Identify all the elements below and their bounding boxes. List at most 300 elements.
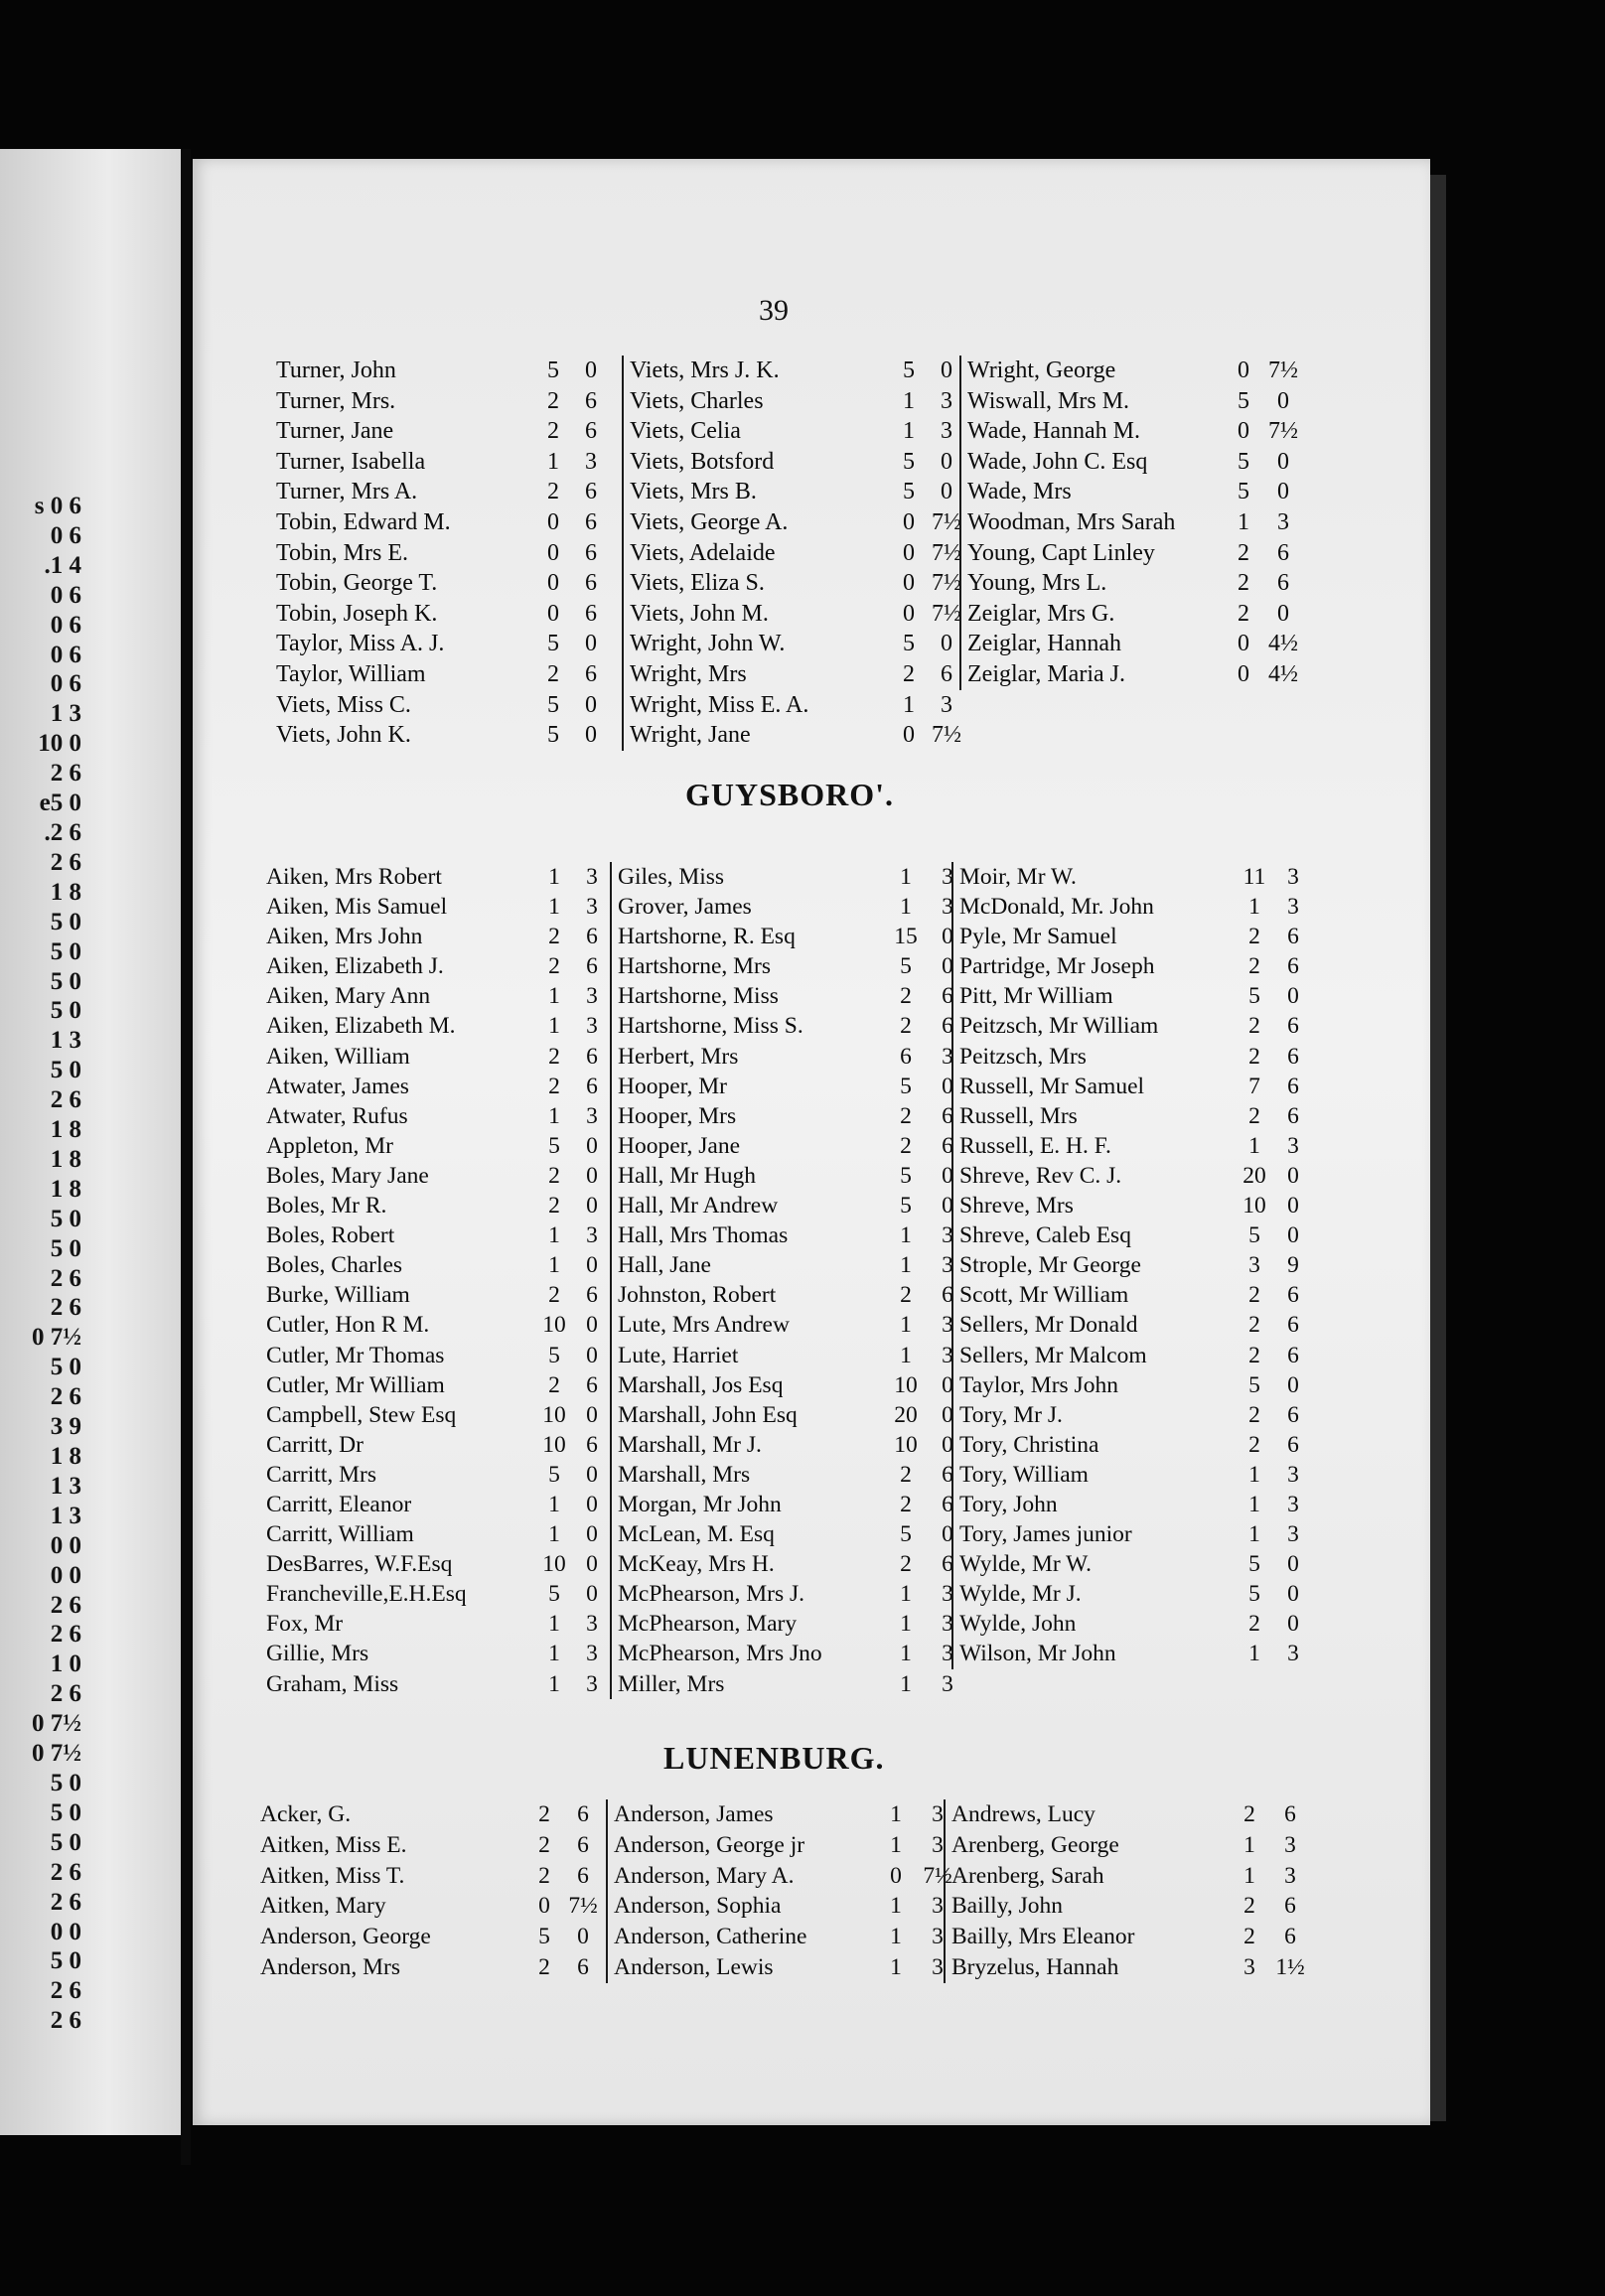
subscriber-name: Bailly, Mrs Eleanor [951, 1924, 1135, 1950]
fragment-line: 5 0 [50, 1234, 81, 1262]
subscriber-name: Aiken, Mary Ann [266, 983, 431, 1010]
amount-shillings: 0 [538, 1893, 550, 1920]
subscriber-name: Carritt, Dr [266, 1431, 364, 1458]
amount-pence: 6 [585, 660, 597, 687]
amount-shillings: 1 [1243, 1862, 1255, 1889]
amount-shillings: 2 [548, 924, 560, 950]
entry-column [266, 862, 606, 1699]
subscriber-name: McPhearson, Mrs Jno [618, 1641, 822, 1667]
amount-pence: 0 [942, 1521, 953, 1548]
subscriber-entry [266, 1101, 606, 1131]
subscriber-name: Zeiglar, Hannah [967, 631, 1121, 657]
amount-pence: 0 [577, 1924, 589, 1950]
subscriber-entry [276, 720, 606, 751]
subscriber-name: Bryzelus, Hannah [951, 1953, 1119, 1980]
subscriber-name: Wade, Mrs [967, 479, 1072, 505]
fragment-line: 0 7½ [32, 1740, 81, 1768]
amount-pence: 9 [1287, 1252, 1299, 1279]
amount-pence: 6 [585, 539, 597, 566]
amount-pence: 0 [586, 1252, 598, 1279]
amount-pence: 0 [942, 1431, 953, 1458]
amount-shillings: 1 [1243, 1831, 1255, 1858]
subscriber-name: Viets, Eliza S. [630, 570, 765, 597]
fragment-line: 5 0 [50, 1798, 81, 1826]
amount-pence: 0 [942, 1162, 953, 1189]
amount-pence: 0 [585, 691, 597, 718]
subscriber-entry [266, 1011, 606, 1041]
subscriber-entry [266, 862, 606, 892]
amount-shillings: 2 [538, 1801, 550, 1827]
amount-pence: 3 [932, 1801, 944, 1827]
amount-shillings: 0 [903, 722, 915, 749]
subscriber-entry [266, 981, 606, 1011]
subscriber-name: Hooper, Jane [618, 1132, 741, 1159]
fragment-line: 1 0 [50, 1650, 81, 1678]
subscriber-name: Marshall, Jos Esq [618, 1371, 784, 1398]
amount-pence: 4½ [1268, 660, 1298, 687]
subscriber-name: Grover, James [618, 894, 752, 921]
fragment-line: 1 8 [50, 1443, 81, 1470]
amount-shillings: 2 [1238, 570, 1249, 597]
subscriber-name: Carritt, William [266, 1521, 414, 1548]
subscriber-entry [630, 416, 961, 447]
amount-pence: 6 [586, 1371, 598, 1398]
amount-pence: 6 [585, 418, 597, 445]
subscriber-name: Young, Mrs L. [967, 570, 1107, 597]
fragment-line: 5 0 [50, 1205, 81, 1232]
amount-shillings: 10 [542, 1401, 566, 1428]
subscriber-entry [959, 1072, 1309, 1101]
amount-pence: 0 [1287, 1162, 1299, 1189]
subscriber-name: Sellers, Mr Donald [959, 1312, 1138, 1339]
subscriber-name: Carritt, Mrs [266, 1461, 376, 1488]
subscriber-entry [618, 1101, 967, 1131]
amount-pence: 3 [1287, 864, 1299, 890]
subscriber-name: Tory, Mr J. [959, 1401, 1063, 1428]
amount-shillings: 2 [548, 1193, 560, 1220]
fragment-line: 5 0 [50, 1947, 81, 1975]
fragment-line: 2 6 [50, 1858, 81, 1886]
subscriber-entry [959, 862, 1309, 892]
subscriber-entry [618, 1549, 967, 1579]
amount-pence: 3 [586, 1670, 598, 1697]
subscriber-name: Anderson, Lewis [614, 1953, 774, 1980]
amount-shillings: 2 [1248, 953, 1260, 980]
amount-shillings: 2 [900, 1491, 912, 1517]
amount-pence: 7½ [1268, 358, 1298, 383]
subscriber-entry [260, 1891, 600, 1922]
subscriber-name: Aitken, Mary [260, 1893, 386, 1920]
amount-pence: 6 [585, 479, 597, 505]
subscriber-entry [959, 1430, 1309, 1460]
amount-shillings: 5 [548, 1461, 560, 1488]
previous-page-amounts [0, 492, 89, 2036]
fragment-line: 5 0 [50, 937, 81, 965]
subscriber-entry [266, 951, 606, 981]
subscriber-name: Viets, Charles [630, 387, 764, 414]
subscriber-name: Marshall, Mr J. [618, 1431, 762, 1458]
amount-shillings: 3 [1243, 1953, 1255, 1980]
amount-pence: 6 [586, 1431, 598, 1458]
subscriber-entry [959, 1519, 1309, 1549]
subscriber-entry [276, 477, 606, 507]
amount-shillings: 1 [1248, 894, 1260, 921]
amount-shillings: 5 [538, 1924, 550, 1950]
amount-pence: 6 [942, 1282, 953, 1309]
fragment-line: 1 3 [50, 1502, 81, 1529]
page-number: 39 [759, 294, 789, 327]
fragment-line: 2 6 [50, 760, 81, 788]
subscriber-entry [618, 1011, 967, 1041]
subscriber-name: Shreve, Caleb Esq [959, 1222, 1131, 1249]
subscriber-entry [276, 568, 606, 599]
amount-shillings: 1 [900, 1312, 912, 1339]
subscriber-name: Viets, Miss C. [276, 691, 411, 718]
amount-pence: 6 [942, 1491, 953, 1517]
subscriber-entry [951, 1799, 1307, 1830]
subscriber-name: Carritt, Eleanor [266, 1491, 412, 1517]
amount-shillings: 2 [548, 1073, 560, 1099]
amount-shillings: 1 [900, 894, 912, 921]
amount-shillings: 0 [903, 570, 915, 597]
amount-pence: 6 [1287, 1043, 1299, 1070]
subscriber-name: Gillie, Mrs [266, 1641, 369, 1667]
subscriber-entry [967, 477, 1299, 507]
amount-shillings: 2 [547, 418, 559, 445]
subscriber-name: Hall, Mr Andrew [618, 1193, 779, 1220]
subscriber-name: Aiken, Mrs John [266, 924, 423, 950]
amount-pence: 0 [1287, 1193, 1299, 1220]
subscriber-name: Russell, E. H. F. [959, 1132, 1111, 1159]
amount-pence: 6 [577, 1801, 589, 1827]
subscriber-name: Moir, Mr W. [959, 864, 1077, 890]
amount-pence: 3 [586, 1222, 598, 1249]
amount-shillings: 5 [547, 631, 559, 657]
amount-pence: 6 [585, 600, 597, 627]
subscriber-name: Partridge, Mr Joseph [959, 953, 1155, 980]
subscriber-name: Hartshorne, Miss [618, 983, 779, 1010]
fragment-line: e5 0 [39, 789, 81, 817]
amount-shillings: 5 [547, 358, 559, 383]
amount-shillings: 1 [890, 1953, 902, 1980]
fragment-line: 1 8 [50, 878, 81, 906]
amount-pence: 6 [585, 508, 597, 535]
subscriber-name: Wade, Hannah M. [967, 418, 1141, 445]
subscriber-entry [618, 1042, 967, 1072]
amount-shillings: 10 [894, 1371, 918, 1398]
subscriber-name: Turner, Isabella [276, 448, 426, 475]
subscriber-entry [967, 629, 1299, 659]
subscriber-entry [266, 1310, 606, 1340]
amount-pence: 0 [586, 1581, 598, 1608]
subscriber-entry [266, 1131, 606, 1161]
subscriber-entry [276, 690, 606, 721]
amount-shillings: 5 [900, 1073, 912, 1099]
amount-pence: 0 [942, 1401, 953, 1428]
subscriber-name: Wylde, Mr J. [959, 1581, 1082, 1608]
amount-shillings: 1 [1248, 1641, 1260, 1667]
amount-shillings: 5 [903, 631, 915, 657]
subscriber-name: Aiken, Elizabeth M. [266, 1013, 456, 1040]
subscriber-name: Burke, William [266, 1282, 410, 1309]
amount-shillings: 10 [894, 1431, 918, 1458]
amount-pence: 6 [1284, 1893, 1296, 1920]
amount-shillings: 1 [548, 1491, 560, 1517]
subscriber-entry [959, 1490, 1309, 1519]
subscriber-entry [967, 599, 1299, 630]
amount-shillings: 5 [1238, 387, 1249, 414]
amount-pence: 7½ [932, 570, 961, 597]
amount-shillings: 1 [900, 1252, 912, 1279]
subscriber-name: Anderson, George jr [614, 1831, 805, 1858]
amount-pence: 6 [942, 1461, 953, 1488]
amount-pence: 0 [586, 1312, 598, 1339]
amount-shillings: 1 [1238, 508, 1249, 535]
subscriber-entry [959, 1579, 1309, 1609]
previous-page-fragment [0, 149, 181, 2135]
subscriber-entry [967, 447, 1299, 478]
subscriber-entry [630, 386, 961, 417]
amount-pence: 3 [586, 1013, 598, 1040]
amount-shillings: 2 [548, 1043, 560, 1070]
amount-shillings: 2 [548, 1371, 560, 1398]
amount-shillings: 2 [1248, 924, 1260, 950]
amount-pence: 6 [1287, 1073, 1299, 1099]
subscriber-name: Wright, Mrs [630, 660, 747, 687]
subscriber-entry [266, 1430, 606, 1460]
subscriber-entry [266, 1639, 606, 1668]
amount-pence: 6 [941, 660, 952, 687]
amount-shillings: 10 [542, 1312, 566, 1339]
amount-shillings: 2 [900, 1551, 912, 1578]
amount-pence: 1½ [1275, 1953, 1305, 1980]
amount-shillings: 5 [547, 722, 559, 749]
subscriber-name: Wade, John C. Esq [967, 448, 1148, 475]
subscriber-entry [266, 1490, 606, 1519]
subscriber-name: Hall, Mr Hugh [618, 1162, 757, 1189]
subscriber-name: McDonald, Mr. John [959, 894, 1154, 921]
amount-shillings: 1 [1248, 1521, 1260, 1548]
subscriber-name: Arenberg, George [951, 1831, 1119, 1858]
amount-pence: 6 [577, 1953, 589, 1980]
amount-pence: 3 [1287, 1461, 1299, 1488]
amount-pence: 3 [586, 1611, 598, 1638]
fragment-line: 5 0 [50, 997, 81, 1025]
amount-pence: 3 [942, 1312, 953, 1339]
amount-shillings: 7 [1248, 1073, 1260, 1099]
subscriber-entry [959, 1549, 1309, 1579]
subscriber-entry [618, 1519, 967, 1549]
subscriber-name: Lute, Mrs Andrew [618, 1312, 790, 1339]
subscriber-name: McPhearson, Mrs J. [618, 1581, 804, 1608]
subscriber-entry [266, 1400, 606, 1430]
amount-shillings: 5 [548, 1132, 560, 1159]
amount-shillings: 1 [548, 1641, 560, 1667]
amount-pence: 0 [942, 1371, 953, 1398]
subscriber-name: Turner, Jane [276, 418, 394, 445]
amount-shillings: 2 [548, 1162, 560, 1189]
subscriber-entry [266, 1072, 606, 1101]
entry-column [622, 356, 961, 751]
amount-pence: 6 [1287, 1431, 1299, 1458]
fragment-line: 0 6 [50, 670, 81, 698]
subscriber-entry [959, 1280, 1309, 1310]
subscriber-name: Anderson, Sophia [614, 1893, 782, 1920]
fragment-line: 1 3 [50, 1472, 81, 1500]
subscriber-entry [967, 568, 1299, 599]
subscriber-entry [959, 1101, 1309, 1131]
amount-shillings: 5 [548, 1342, 560, 1368]
subscriber-entry [276, 659, 606, 690]
amount-pence: 6 [585, 570, 597, 597]
entry-column [276, 356, 606, 751]
subscriber-name: Boles, Mary Jane [266, 1162, 429, 1189]
amount-pence: 0 [586, 1193, 598, 1220]
subscriber-entry [959, 1370, 1309, 1400]
amount-shillings: 5 [1238, 448, 1249, 475]
fragment-line: 0 6 [50, 521, 81, 549]
subscriber-entry [959, 1161, 1309, 1191]
subscriber-name: Tory, Christina [959, 1431, 1099, 1458]
subscriber-entry [630, 659, 961, 690]
subscriber-entry [618, 1669, 967, 1699]
fragment-line: 2 6 [50, 2007, 81, 2035]
subscriber-entry [630, 477, 961, 507]
amount-pence: 6 [942, 1551, 953, 1578]
amount-pence: 3 [585, 448, 597, 475]
fragment-line: 0 0 [50, 1531, 81, 1559]
subscriber-name: Viets, Mrs J. K. [630, 358, 780, 383]
amount-pence: 6 [577, 1831, 589, 1858]
subscriber-name: Turner, Mrs. [276, 387, 396, 414]
amount-pence: 3 [1284, 1862, 1296, 1889]
entry-column [606, 1799, 957, 1983]
subscriber-name: Miller, Mrs [618, 1670, 725, 1697]
subscriber-entry [614, 1830, 957, 1861]
subscriber-name: Hall, Mrs Thomas [618, 1222, 789, 1249]
subscriber-entry [630, 507, 961, 538]
amount-pence: 6 [1287, 953, 1299, 980]
amount-shillings: 1 [890, 1924, 902, 1950]
subscriber-entry [618, 862, 967, 892]
amount-pence: 0 [585, 358, 597, 383]
amount-pence: 6 [1287, 1282, 1299, 1309]
subscriber-entry [959, 1341, 1309, 1370]
amount-pence: 0 [586, 1521, 598, 1548]
fragment-line: 1 3 [50, 700, 81, 728]
subscriber-name: Peitzsch, Mrs [959, 1043, 1087, 1070]
amount-pence: 0 [586, 1551, 598, 1578]
amount-shillings: 2 [1248, 1342, 1260, 1368]
subscriber-name: Viets, John K. [276, 722, 411, 749]
subscriber-name: Cutler, Mr William [266, 1371, 445, 1398]
subscriber-entry [266, 1549, 606, 1579]
subscriber-entry [276, 599, 606, 630]
subscriber-entry [260, 1952, 600, 1983]
amount-shillings: 2 [900, 1132, 912, 1159]
subscriber-name: Andrews, Lucy [951, 1801, 1095, 1827]
amount-pence: 6 [1287, 1342, 1299, 1368]
subscriber-entry [266, 1519, 606, 1549]
amount-pence: 3 [942, 1043, 953, 1070]
amount-shillings: 2 [1243, 1893, 1255, 1920]
amount-pence: 3 [1287, 1521, 1299, 1548]
amount-shillings: 0 [890, 1862, 902, 1889]
subscriber-entry [266, 1341, 606, 1370]
subscriber-entry [618, 981, 967, 1011]
amount-shillings: 0 [1238, 631, 1249, 657]
amount-pence: 3 [1287, 894, 1299, 921]
subscriber-entry [967, 507, 1299, 538]
subscriber-entry [959, 951, 1309, 981]
subscriber-entry [618, 1161, 967, 1191]
amount-pence: 0 [585, 722, 597, 749]
amount-pence: 6 [1277, 570, 1289, 597]
subscriber-name: Viets, Celia [630, 418, 741, 445]
amount-shillings: 5 [1248, 1371, 1260, 1398]
amount-shillings: 0 [903, 600, 915, 627]
amount-shillings: 10 [542, 1431, 566, 1458]
amount-pence: 0 [586, 1461, 598, 1488]
amount-pence: 7½ [923, 1862, 952, 1889]
subscriber-name: Wright, John W. [630, 631, 786, 657]
subscriber-entry [959, 1609, 1309, 1639]
subscriber-entry [276, 356, 606, 386]
subscriber-name: Anderson, Mrs [260, 1953, 400, 1980]
fragment-line: 0 7½ [32, 1710, 81, 1738]
amount-shillings: 2 [548, 1282, 560, 1309]
subscriber-entry [951, 1861, 1307, 1892]
subscriber-entry [266, 1669, 606, 1699]
entry-column [610, 862, 967, 1699]
subscriber-name: Campbell, Stew Esq [266, 1401, 457, 1428]
amount-shillings: 2 [900, 1102, 912, 1129]
subscriber-name: Wright, George [967, 358, 1116, 383]
amount-shillings: 1 [890, 1831, 902, 1858]
amount-pence: 0 [942, 924, 953, 950]
amount-shillings: 2 [1248, 1043, 1260, 1070]
amount-pence: 0 [942, 953, 953, 980]
amount-pence: 7½ [932, 600, 961, 627]
subscriber-name: Morgan, Mr John [618, 1491, 782, 1517]
fragment-line: 1 8 [50, 1145, 81, 1173]
subscriber-entry [951, 1952, 1307, 1983]
fragment-line: 2 6 [50, 1977, 81, 2005]
amount-pence: 3 [941, 691, 952, 718]
amount-pence: 3 [942, 1611, 953, 1638]
amount-shillings: 1 [900, 1670, 912, 1697]
fragment-line: 2 6 [50, 1294, 81, 1322]
subscriber-entry [266, 892, 606, 922]
fragment-line: 3 9 [50, 1413, 81, 1441]
amount-shillings: 5 [547, 691, 559, 718]
fragment-line: s 0 6 [34, 493, 81, 519]
subscriber-entry [618, 1072, 967, 1101]
subscriber-name: Bailly, John [951, 1893, 1064, 1920]
amount-shillings: 1 [548, 1670, 560, 1697]
amount-pence: 7½ [932, 539, 961, 566]
subscriber-entry [266, 922, 606, 951]
subscriber-entry [266, 1579, 606, 1609]
subscriber-name: Marshall, Mrs [618, 1461, 751, 1488]
subscriber-name: Giles, Miss [618, 864, 725, 890]
amount-shillings: 1 [900, 1342, 912, 1368]
fragment-line: 0 7½ [32, 1324, 81, 1352]
fragment-line: 2 6 [50, 1888, 81, 1916]
subscriber-entry [618, 1131, 967, 1161]
subscriber-entry [618, 951, 967, 981]
amount-pence: 3 [942, 1252, 953, 1279]
